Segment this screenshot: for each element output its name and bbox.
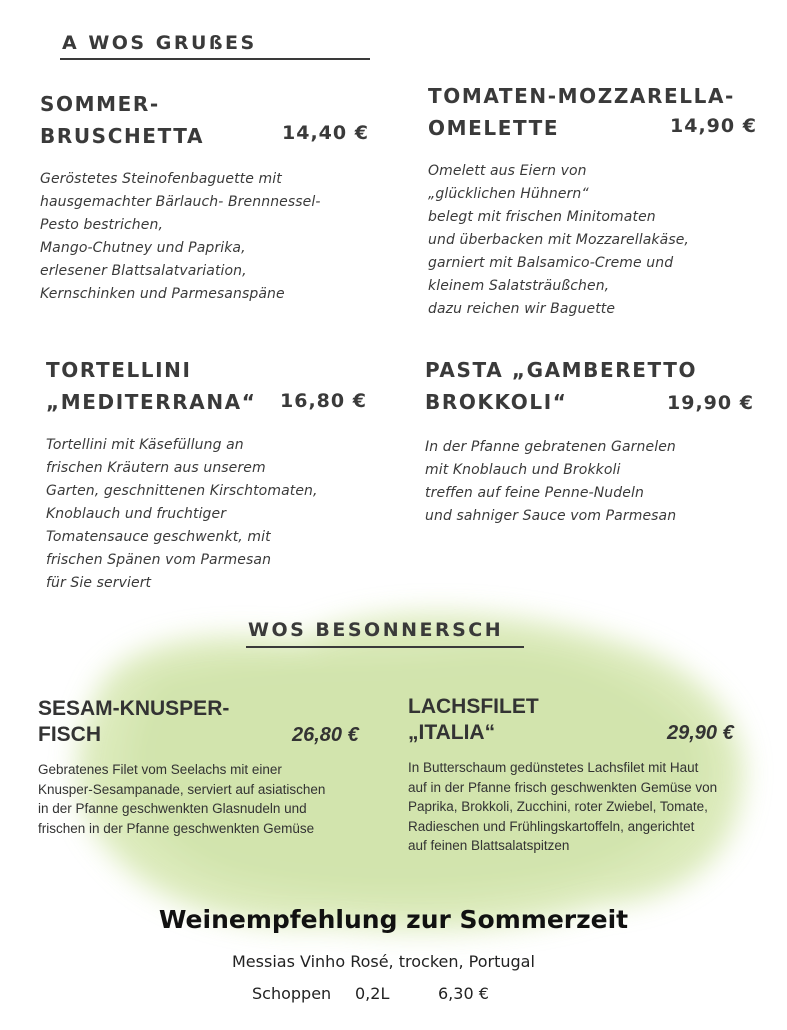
dish-price: 14,90 € xyxy=(670,115,757,137)
wine-recommendation-title: Weinempfehlung zur Sommerzeit xyxy=(158,905,629,934)
dish-price: 19,90 € xyxy=(667,392,754,414)
dish-description: In der Pfanne gebratenen Garnelen mit Knoblauch und Brokkoli treffen auf feine Penne-Nudeln und sahniger Sauce vom Parmesan xyxy=(425,439,677,524)
section-underline xyxy=(246,646,524,648)
section-title-greetings: A WOS GRUßES xyxy=(62,32,257,54)
section-underline xyxy=(60,58,370,60)
dish-title: SOMMER- BRUSCHETTA xyxy=(40,92,205,148)
wine-size: 0,2L xyxy=(355,984,390,1003)
wine-serving: Schoppen xyxy=(252,984,332,1003)
dish-description: Geröstetes Steinofenbaguette mit hausgemachter Bärlauch- Brennnessel- Pesto bestrichen, Mango-Chutney und Paprika, erlesener Blattsalatvariation, Kernschinken und Parmesanspäne xyxy=(40,171,321,302)
special-title: SESAM-KNUSPER- FISCH xyxy=(38,697,230,746)
dish-title: TORTELLINI „MEDITERRANA“ xyxy=(46,358,257,414)
dish-description: Omelett aus Eiern von „glücklichen Hühnern“ belegt mit frischen Minitomaten und überbacken mit Mozzarellakäse, garniert mit Balsamico-Creme und kleinem Salatsträußchen, dazu reichen wir Baguette xyxy=(428,163,689,317)
special-description: In Butterschaum gedünstetes Lachsfilet mit Haut auf in der Pfanne frisch geschwenkten Gemüse von Paprika, Brokkoli, Zucchini, roter Zwiebel, Tomate, Radieschen und Frühlingskartoffeln, angerichtet auf feinen Blattsalatspitzen xyxy=(408,760,718,853)
wine-price: 6,30 € xyxy=(438,984,489,1003)
special-price: 26,80 € xyxy=(292,724,359,746)
dish-description: Tortellini mit Käsefüllung an frischen Kräutern aus unserem Garten, geschnittenen Kirschtomaten, Knoblauch und fruchtiger Tomatensauce geschwenkt, mit frischen Spänen vom Parmesan für Sie serviert xyxy=(46,437,318,591)
dish-price: 16,80 € xyxy=(280,390,367,412)
special-title: LACHSFILET „ITALIA“ xyxy=(408,695,539,744)
special-price: 29,90 € xyxy=(667,722,734,744)
dish-title: TOMATEN-MOZZARELLA- OMELETTE xyxy=(428,84,735,140)
dish-price: 14,40 € xyxy=(282,122,369,144)
special-description: Gebratenes Filet vom Seelachs mit einer Knusper-Sesampanade, serviert auf asiatischen in der Pfanne geschwenkten Glasnudeln und frischen in der Pfanne geschwenkten Gemüse xyxy=(38,762,326,836)
wine-name: Messias Vinho Rosé, trocken, Portugal xyxy=(232,952,535,971)
section-title-specials: WOS BESONNERSCH xyxy=(248,619,504,641)
dish-title: PASTA „GAMBERETTO BROKKOLI“ xyxy=(425,358,698,414)
